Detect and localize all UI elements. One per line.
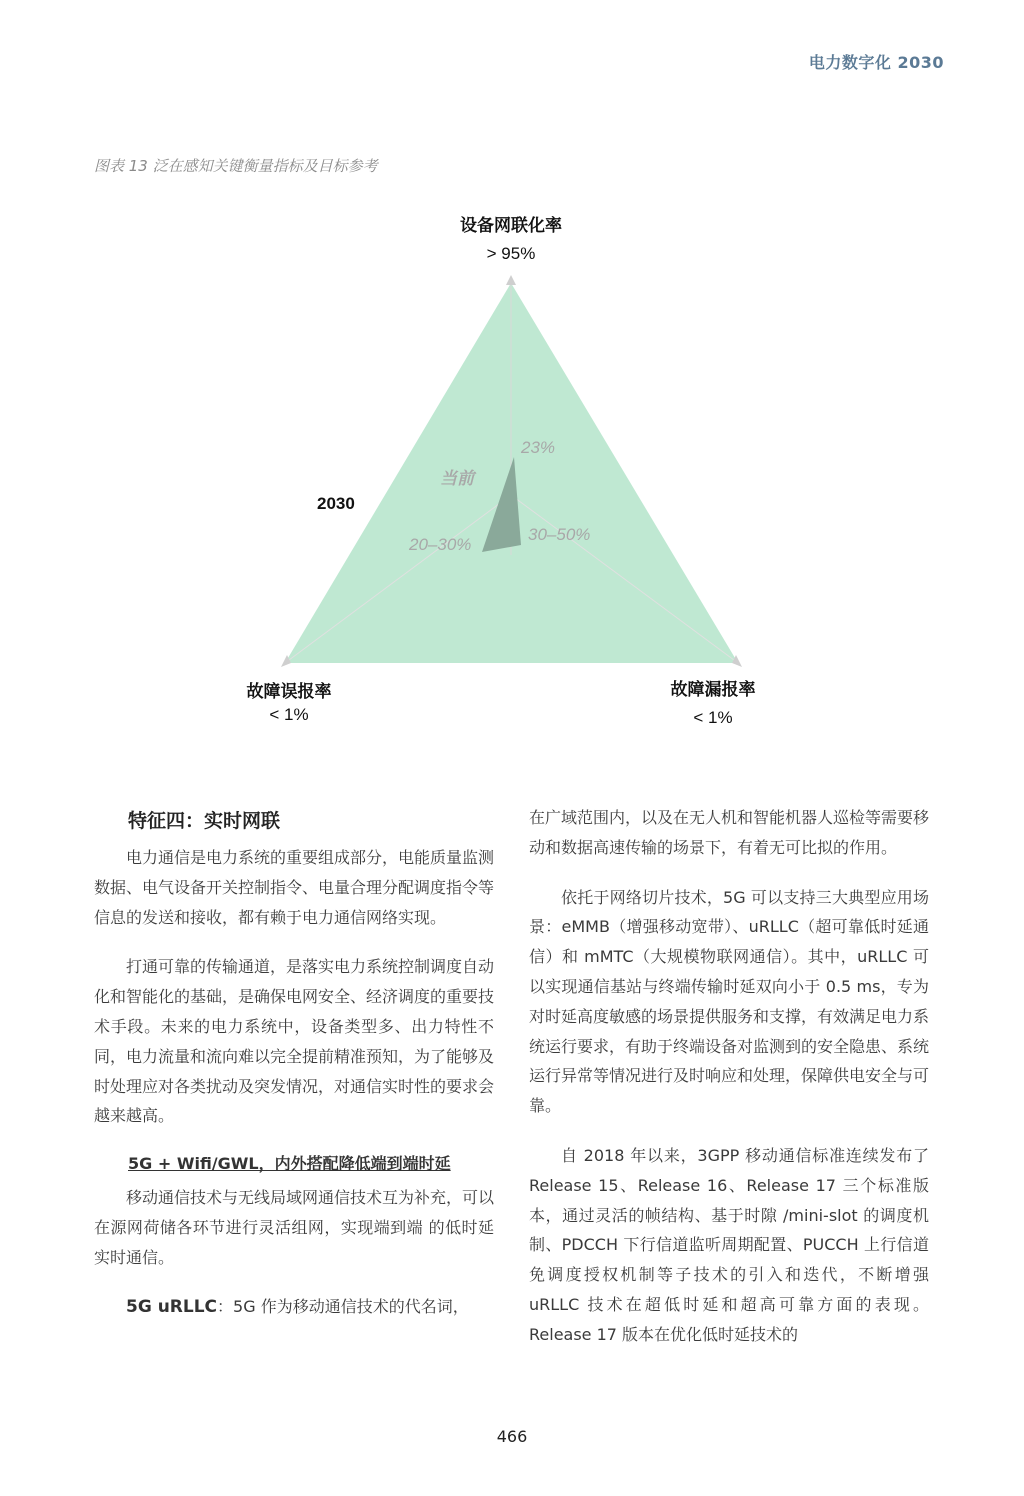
section-title: 特征四：实时网联 <box>128 810 281 832</box>
page-number: 466 <box>496 1427 528 1446</box>
axis-label-right: 故障漏报率 <box>670 680 756 699</box>
series-label-current: 当前 <box>440 469 474 488</box>
axis-label-top: 设备网联化率 <box>460 216 562 235</box>
radar-chart <box>0 195 1024 755</box>
axis-target-right: < 1% <box>693 708 733 727</box>
paragraph: 打通可靠的传输通道，是落实电力系统控制调度自动化和智能化的基础，是确保电网安全、经济调度的重要技术手段。未来的电力系统中，设备类型多、出力特性不同，电力流量和流向难以完全提前精准预知，为了能够及时处理应对各类扰动及突发情况，对通信实时性的要求会越来越高。 <box>94 957 495 1126</box>
current-value-top: 23% <box>521 438 556 457</box>
axis-label-left: 故障误报率 <box>246 682 332 701</box>
current-value-right: 30–50% <box>528 525 591 544</box>
paragraph: 自 2018 年以来，3GPP 移动通信标准连续发布了 Release 15、Release 16、Release 17 三个标准版本，通过灵活的帧结构、基于时隙 /mini-slot 的调度机制、PDCCH 下行信道监听周期配置、PUCCH 上行信道免调度授权机制等子技术的引入和迭代，不断增强 uRLLC 技术在超低时延和超高可靠方面的表现。Release 17 版本在优化低时延技术的 <box>529 1145 929 1344</box>
series-label-2030: 2030 <box>317 494 355 513</box>
bold-term: 5G uRLLC <box>126 1297 218 1318</box>
paragraph: 电力通信是电力系统的重要组成部分，电能质量监测数据、电气设备开关控制指令、电量合理分配调度指令等信息的发送和接收，都有赖于电力通信网络实现。 <box>94 848 495 927</box>
subsection-heading: 5G + Wifi/GWL，内外搭配降低端到端时延 <box>128 1154 451 1174</box>
paragraph: 依托于网络切片技术，5G 可以支持三大典型应用场景：eMMB（增强移动宽带）、uRLLC（超可靠低时延通信）和 mMTC（大规模物联网通信）。其中，uRLLC 可以实现通信基站与终端传输时延双向小于 0.5 ms，专为对时延高度敏感的场景提供服务和支撑，有效满足电力系统运行要求，有助于终端设备对监测到的安全隐患、系统运行异常等情况进行及时响应和处理，保障供电安全与可靠。 <box>529 887 930 1116</box>
axis-target-left: < 1% <box>269 705 309 724</box>
figure-caption: 图表 13 泛在感知关键衡量指标及目标参考 <box>94 157 378 175</box>
document-header-title: 电力数字化 2030 <box>808 53 944 72</box>
axis-arrow-top <box>506 275 516 285</box>
current-value-left: 20–30% <box>409 535 472 554</box>
paragraph: 在广域范围内，以及在无人机和智能机器人巡检等需要移动和数据高速传输的场景下，有着无可比拟的作用。 <box>529 808 930 857</box>
left-column <box>94 805 494 1323</box>
paragraph-text: ：5G 作为移动通信技术的代名词， <box>217 1297 469 1317</box>
axis-target-top: > 95% <box>486 244 536 263</box>
paragraph <box>94 1292 494 1323</box>
paragraph: 移动通信技术与无线局域网通信技术互为补充，可以在源网荷储各环节进行灵活组网，实现端到端 的低时延实时通信。 <box>94 1187 495 1267</box>
right-column <box>529 803 929 1350</box>
